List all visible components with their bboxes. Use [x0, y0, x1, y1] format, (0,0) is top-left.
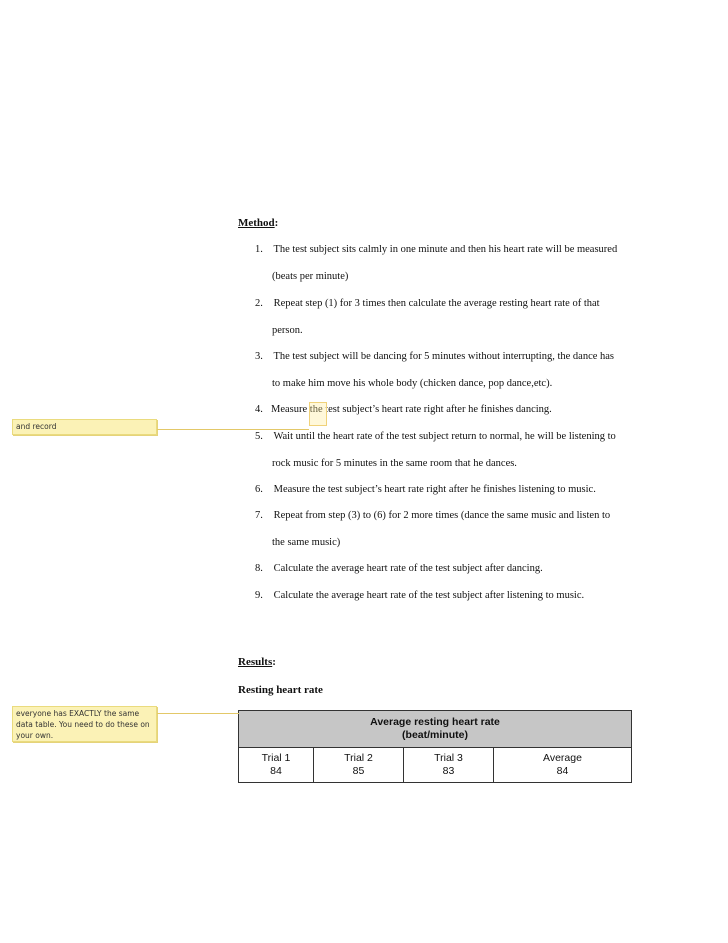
table-cell-trial-1: Trial 1 84 — [239, 748, 314, 783]
margin-comment-1[interactable] — [12, 419, 157, 435]
method-step-1: 1. The test subject sits calmly in one minute and then his heart rate will be measured — [255, 244, 618, 255]
comment-highlight[interactable] — [309, 402, 327, 426]
table-header: Average resting heart rate (beat/minute) — [239, 711, 632, 748]
method-step-5: 5. Wait until the heart rate of the test subject return to normal, he will be listening to — [255, 431, 616, 442]
method-step-2-cont: person. — [272, 325, 303, 336]
method-step-9: 9. Calculate the average heart rate of the test subject after listening to music. — [255, 590, 585, 601]
method-step-6: 6. Measure the test subject’s heart rate right after he finishes listening to music. — [255, 484, 596, 495]
table-cell-average: Average 84 — [494, 748, 632, 783]
method-heading: Method: — [238, 217, 279, 229]
method-step-7-cont: the same music) — [272, 537, 341, 548]
method-step-7: 7. Repeat from step (3) to (6) for 2 more times (dance the same music and listen to — [255, 510, 611, 521]
method-step-4: 4. Measure the test subject’s heart rate right after he finishes dancing. — [255, 404, 552, 415]
comment-text: and record — [16, 422, 57, 431]
table-cell-trial-3: Trial 3 83 — [404, 748, 494, 783]
margin-comment-2[interactable] — [12, 706, 157, 742]
method-step-5-cont: rock music for 5 minutes in the same room that he dances. — [272, 458, 517, 469]
resting-heart-rate-table — [238, 710, 632, 783]
method-step-1-cont: (beats per minute) — [272, 271, 349, 282]
results-heading: Results: — [238, 656, 276, 668]
method-step-3: 3. The test subject will be dancing for 5 minutes without interrupting, the dance has — [255, 351, 615, 362]
comment-connector-1 — [157, 429, 309, 430]
method-step-2: 2. Repeat step (1) for 3 times then calculate the average resting heart rate of that — [255, 298, 600, 309]
method-step-3-cont: to make him move his whole body (chicken dance, pop dance,etc). — [272, 378, 553, 389]
table-cell-trial-2: Trial 2 85 — [314, 748, 404, 783]
method-step-8: 8. Calculate the average heart rate of the test subject after dancing. — [255, 563, 543, 574]
comment-text: everyone has EXACTLY the same data table. You need to do these on your own. — [16, 709, 150, 740]
resting-heart-rate-subheading: Resting heart rate — [238, 684, 323, 696]
comment-connector-2 — [157, 713, 239, 714]
